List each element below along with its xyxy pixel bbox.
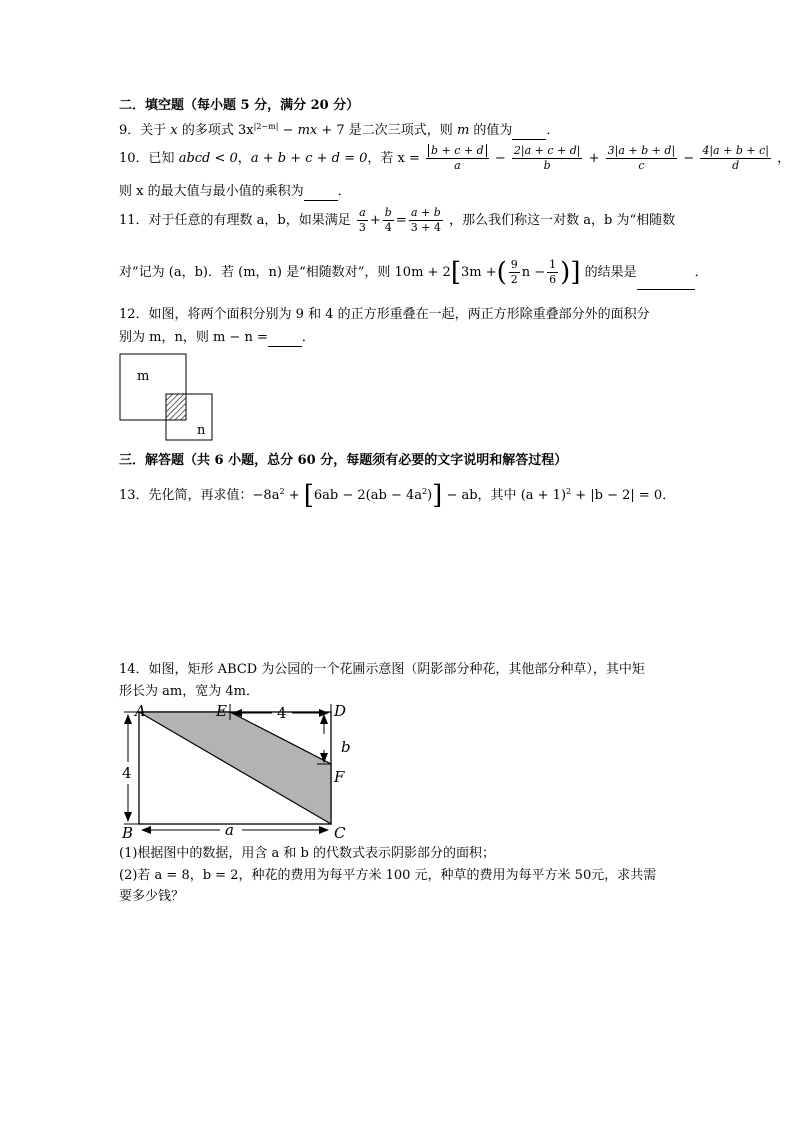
question-14-part1: (1)根据图中的数据，用含 a 和 b 的代数式表示阴影部分的面积； — [119, 846, 496, 861]
label-top-4: 4 — [277, 704, 287, 722]
question-14-part2-line2: 要多少钱？ — [119, 889, 185, 904]
answer-blank-q9[interactable] — [512, 121, 546, 140]
question-10-line1: 10．已知 abcd < 0，a + b + c + d = 0，若 x = $\frac{b + c + d}{a}$ − $\frac{2|a + c + d|}{b}$ + $\frac{3|a + b + d|}{c}$ − $\frac{4|a + b + c|}{d}$ ， — [119, 144, 791, 172]
fraction-4: $\frac{4|a + b + c|}{d}$ — [702, 144, 769, 172]
question-14-part2-line1: (2)若 a = 8，b = 2，种花的费用为每平方米 100 元，种草的费用为每平方米 50元，求共需 — [119, 868, 657, 883]
question-12-line1: 12．如图，将两个面积分别为 9 和 4 的正方形重叠在一起，两正方形除重叠部分外的面积分 — [119, 307, 650, 322]
section3-title: 三．解答题（共 6 小题，总分 60 分，每题须有必要的文字说明和解答过程） — [119, 453, 568, 468]
label-n: n — [197, 423, 206, 438]
label-b: b — [341, 738, 351, 756]
label-left-4: 4 — [122, 764, 132, 782]
answer-blank-q11[interactable] — [637, 255, 695, 290]
vertex-C: C — [334, 824, 346, 842]
vertex-A: A — [135, 702, 146, 720]
vertex-E: E — [216, 702, 227, 720]
vertex-D: D — [334, 702, 347, 720]
label-m: m — [137, 369, 150, 384]
question-9: 9．关于 x 的多项式 $3x^{|2-m|}$ − mx + 7 是二次三项式，则 m 的值为 ． — [119, 122, 560, 138]
question-10-line2: 则 x 的最大值与最小值的乘积为 ． — [119, 184, 351, 199]
overlapping-squares-figure — [118, 352, 218, 442]
question-14-line1: 14．如图，矩形 ABCD 为公园的一个花圃示意图（阴影部分种花，其他部分种草），其中矩 — [119, 662, 645, 677]
answer-blank-q10[interactable] — [304, 182, 338, 201]
fraction-2: $\frac{2|a + c + d|}{b}$ — [513, 144, 581, 172]
question-13: 13．先化简，再求值：$-8a^2 + [6ab - 2(ab - 4a^2)]$ − ab，其中 $(a + 1)^2 + |b - 2| = 0$． — [119, 480, 676, 511]
fraction-3: $\frac{3|a + b + d|}{c}$ — [607, 144, 676, 172]
question-12-line2: 别为 m，n，则 m − n = ． — [119, 330, 315, 345]
overlap-region — [166, 394, 186, 420]
question-11-line1: 11．对于任意的有理数 a，b，如果满足 $\frac{a}{3}$ + $\frac{b}{4}$ = $\frac{a + b}{3 + 4}$ ，那么我们称这一对数 a，b 为“相随数 — [119, 206, 676, 234]
question-11-line2: 对”记为 (a，b)．若 (m，n) 是“相随数对”，则 10m + 2[3m +( $\frac{9}{2}$ n − $\frac{1}{6}$ )] 的结果是 ． — [119, 255, 708, 289]
vertex-B: B — [122, 824, 134, 842]
rectangle-abcd-figure — [112, 700, 362, 845]
label-a: a — [225, 821, 234, 839]
fraction-1: $\frac{b + c + d}{a}$ — [426, 144, 489, 173]
section2-title: 二．填空题（每小题 5 分，满分 20 分） — [119, 98, 360, 113]
shaded-region — [139, 712, 331, 824]
vertex-F: F — [334, 768, 345, 786]
answer-blank-q12[interactable] — [268, 328, 302, 347]
question-14-line2: 形长为 am，宽为 4m． — [119, 684, 259, 699]
